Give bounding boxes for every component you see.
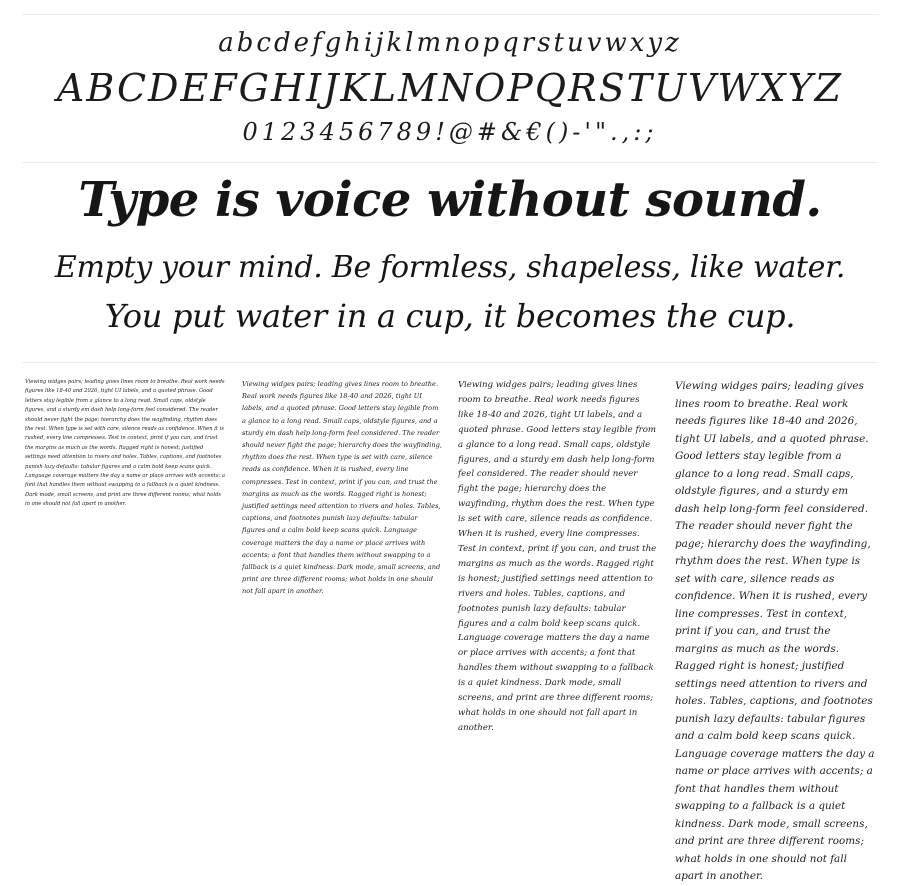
paragraph-sample-xsmall: Viewing widges pairs; leading gives lines room to breathe. Real work needs figures like 18-40 and 2026, tight UI labels, and a quoted phrase. Good letters stay legible from a glance to a long read. Small caps, oldstyle figures, and a sturdy em dash help long-form feel considered. The reader should never fight the page; hierarchy does the wayfinding, rhythm does the rest. When type is set with care, silence reads as confidence. When it is rushed, every line compresses. Test in context, print if you can, and trust the margins as much as the words. Ragged right is honest; justified settings need attention to rivers and holes. Tables, captions, and footnotes punish lazy defaults: tabular figures and a calm bold keep scans quick. Language coverage matters the day a name or place arrives with accents; a font that handles them without swapping to a fallback is a quiet kindness. Dark mode, small screens, and print are three different rooms; what holds in one should not fall apart in another. [25,379,226,508]
divider-top [22,14,878,15]
divider-quotes [22,362,878,363]
quote-line-three: You put water in a cup, it becomes the cup. [104,297,796,335]
quote-line-two: Empty your mind. Be formless, shapeless, like water. [54,250,846,285]
paragraph-sample-small: Viewing widges pairs; leading gives lines room to breathe. Real work needs figures like 18-40 and 2026, tight UI labels, and a quoted phrase. Good letters stay legible from a glance to a long read. Small caps, oldstyle figures, and a sturdy em dash help long-form feel considered. The reader should never fight the page; hierarchy does the wayfinding, rhythm does the rest. When type is set with care, silence reads as confidence. When it is rushed, every line compresses. Test in context, print if you can, and trust the margins as much as the words. Ragged right is honest; justified settings need attention to rivers and holes. Tables, captions, and footnotes punish lazy defaults: tabular figures and a calm bold keep scans quick. Language coverage matters the day a name or place arrives with accents; a font that handles them without swapping to a fallback is a quiet kindness. Dark mode, small screens, and print are three different rooms; what holds in one should not fall apart in another. [242,380,442,596]
uppercase-glyph-row: ABCDEFGHIJKLMNOPQRSTUVWXYZ [56,66,844,110]
lowercase-glyph-row: abcdefghijklmnopqrstuvwxyz [218,28,682,58]
headline-quote: Type is voice without sound. [78,172,822,228]
paragraph-sample-medium: Viewing widges pairs; leading gives lines room to breathe. Real work needs figures like 18-40 and 2026, tight UI labels, and a quoted phrase. Good letters stay legible from a glance to a long read. Small caps, oldstyle figures, and a sturdy em dash help long-form feel considered. The reader should never fight the page; hierarchy does the wayfinding, rhythm does the rest. When type is set with care, silence reads as confidence. When it is rushed, every line compresses. Test in context, print if you can, and trust the margins as much as the words. Ragged right is honest; justified settings need attention to rivers and holes. Tables, captions, and footnotes punish lazy defaults: tabular figures and a calm bold keep scans quick. Language coverage matters the day a name or place arrives with accents; a font that handles them without swapping to a fallback is a quiet kindness. Dark mode, small screens, and print are three different rooms; what holds in one should not fall apart in another. [458,380,657,733]
divider-glyphs [22,162,878,163]
numerals-symbols-row: 0123456789!@#&€()-'".,:; [242,118,658,146]
paragraph-sample-large: Viewing widges pairs; leading gives lines room to breathe. Real work needs figures like 18-40 and 2026, tight UI labels, and a quoted phrase. Good letters stay legible from a glance to a long read. Small caps, oldstyle figures, and a sturdy em dash help long-form feel considered. The reader should never fight the page; hierarchy does the wayfinding, rhythm does the rest. When type is set with care, silence reads as confidence. When it is rushed, every line compresses. Test in context, print if you can, and trust the margins as much as the words. Ragged right is honest; justified settings need attention to rivers and holes. Tables, captions, and footnotes punish lazy defaults: tabular figures and a calm bold keep scans quick. Language coverage matters the day a name or place arrives with accents; a font that handles them without swapping to a fallback is a quiet kindness. Dark mode, small screens, and print are three different rooms; what holds in one should not fall apart in another. [675,380,875,882]
